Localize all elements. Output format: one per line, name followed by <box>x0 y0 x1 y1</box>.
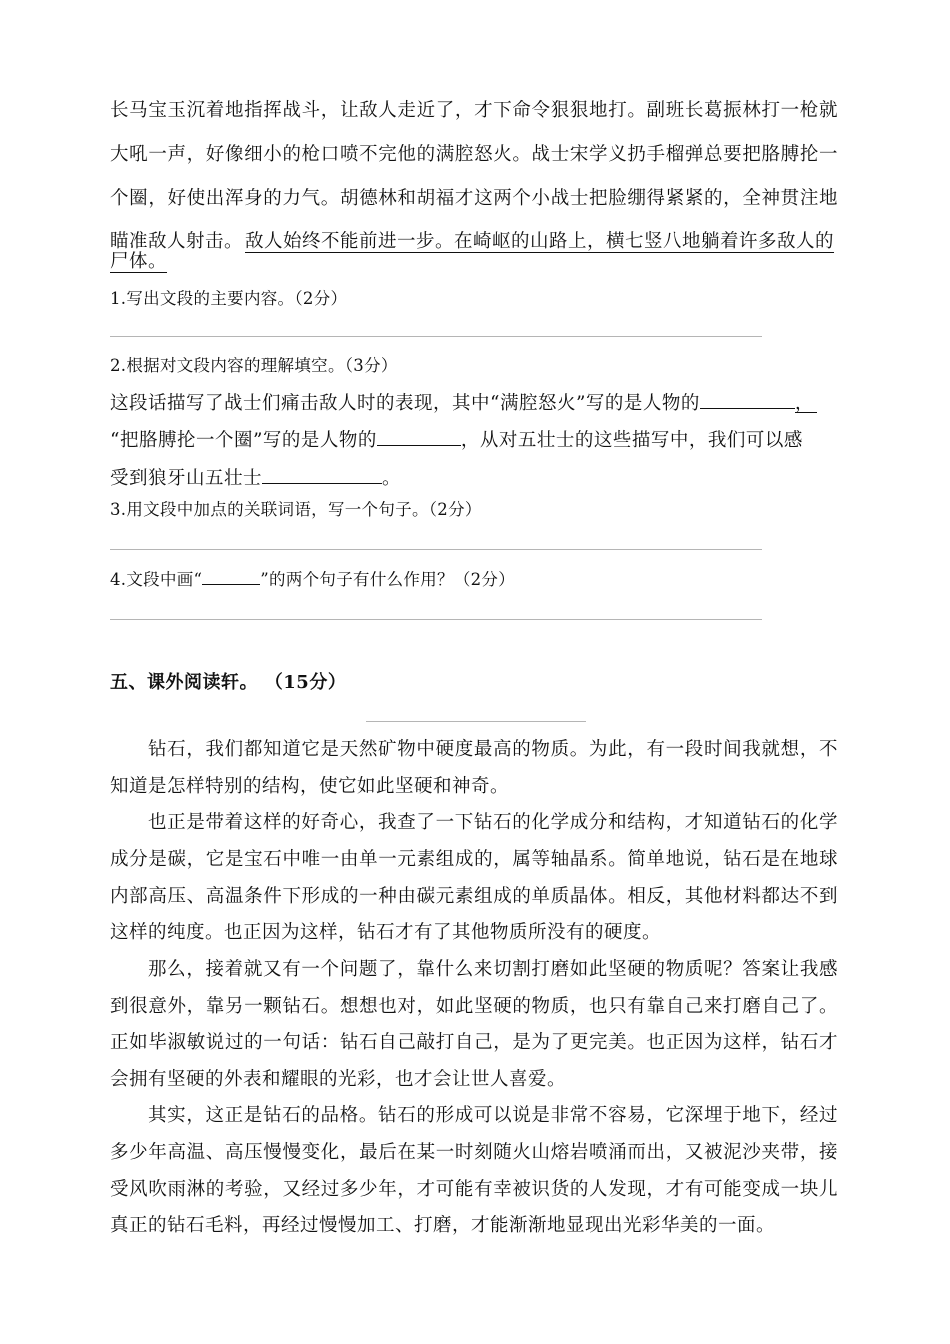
paragraph-4-line: 其实，这正是钻石的品格。钻石的形成可以说是非常不容易，它深埋于地下，经过 <box>148 1105 838 1126</box>
question-2-line-1 <box>110 388 817 416</box>
section-heading: 五、课外阅读轩。 （15分） <box>110 672 347 693</box>
answer-line-4[interactable] <box>110 619 762 620</box>
question-2-line-3 <box>110 463 401 491</box>
paragraph-2-line: 成分是碳，它是宝石中唯一由单一元素组成的，属等轴晶系。简单地说，钻石是在地球 <box>110 849 838 870</box>
question-2: 2.根据对文段内容的理解填空。（3分） <box>110 356 398 375</box>
passage-line: 大吼一声，好像细小的枪口喷不完他的满腔怒火。战士宋学义扔手榴弹总要把胳膊抡一 <box>110 144 838 165</box>
underline-sample <box>202 566 260 585</box>
question-text: ，从对五壮士的这些描写中，我们可以感 <box>460 430 803 451</box>
underlined-sentence: 敌人始终不能前进一步。在崎岖的山路上，横七竖八地躺着许多敌人的 <box>245 231 835 252</box>
question-2-line-2 <box>110 425 803 453</box>
paragraph-3-line: 正如毕淑敏说过的一句话：钻石自己敲打自己，是为了更完美。也正因为这样，钻石才 <box>110 1032 838 1053</box>
answer-line-3[interactable] <box>110 549 762 550</box>
question-text: “把胳膊抡一个圈”写的是人物的 <box>110 430 377 451</box>
question-1: 1.写出文段的主要内容。（2分） <box>110 289 348 308</box>
paragraph-2-line: 这样的纯度。也正因为这样，钻石才有了其他物质所没有的硬度。 <box>110 922 662 943</box>
question-text: 4.文段中画“ <box>110 570 203 589</box>
passage-text: 瞄准敌人射击。 <box>110 231 244 252</box>
paragraph-3-line: 会拥有坚硬的外表和耀眼的光彩，也才会让世人喜爱。 <box>110 1069 567 1090</box>
paragraph-3-line: 那么，接着就又有一个问题了，靠什么来切割打磨如此坚硬的物质呢？答案让我感 <box>148 959 838 980</box>
passage-line: 个圈，好使出浑身的力气。胡德林和胡福才这两个小战士把脸绷得紧紧的，全神贯注地 <box>110 188 838 209</box>
fill-blank-3[interactable] <box>262 463 382 484</box>
paragraph-4-line: 真正的钻石毛料，再经过慢慢加工、打磨，才能渐渐地显现出光彩华美的一面。 <box>110 1215 776 1236</box>
question-text: 。 <box>382 468 402 489</box>
question-text: 受到狼牙山五壮士 <box>110 468 263 489</box>
question-4 <box>110 566 515 592</box>
fill-blank-1[interactable] <box>700 388 795 409</box>
fill-blank-1-tail: ， <box>795 392 817 413</box>
question-text: 这段话描写了战士们痛击敌人时的表现，其中“满腔怒火”写的是人物的 <box>110 393 700 414</box>
fill-blank-2[interactable] <box>377 425 461 446</box>
paragraph-3-line: 到很意外，靠另一颗钻石。想想也对，如此坚硬的物质，也只有靠自己来打磨自己了。 <box>110 996 838 1017</box>
underlined-sentence: 尸体。 <box>110 251 168 272</box>
paragraph-4-line: 受风吹雨淋的考验，又经过多少年，才可能有幸被识货的人发现，才有可能变成一块儿 <box>110 1179 838 1200</box>
question-3: 3.用文段中加点的关联词语，写一个句子。（2分） <box>110 500 482 519</box>
paragraph-4-line: 多少年高温、高压慢慢变化，最后在某一时刻随火山熔岩喷涌而出，又被泥沙夹带，接 <box>110 1142 838 1163</box>
paragraph-1-line: 钻石，我们都知道它是天然矿物中硬度最高的物质。为此，有一段时间我就想，不 <box>148 739 838 760</box>
answer-line-1[interactable] <box>110 336 762 337</box>
paragraph-2-line: 也正是带着这样的好奇心，我查了一下钻石的化学成分和结构，才知道钻石的化学 <box>148 812 838 833</box>
title-blank-line[interactable] <box>366 721 586 722</box>
paragraph-2-line: 内部高压、高温条件下形成的一种由碳元素组成的单质晶体。相反，其他材料都达不到 <box>110 886 838 907</box>
question-text: ”的两个句子有什么作用？（2分） <box>260 570 516 589</box>
passage-line: 长马宝玉沉着地指挥战斗，让敌人走近了，才下命令狠狠地打。副班长葛振林打一枪就 <box>110 100 838 121</box>
paragraph-1-line: 知道是怎样特别的结构，使它如此坚硬和神奇。 <box>110 776 510 797</box>
